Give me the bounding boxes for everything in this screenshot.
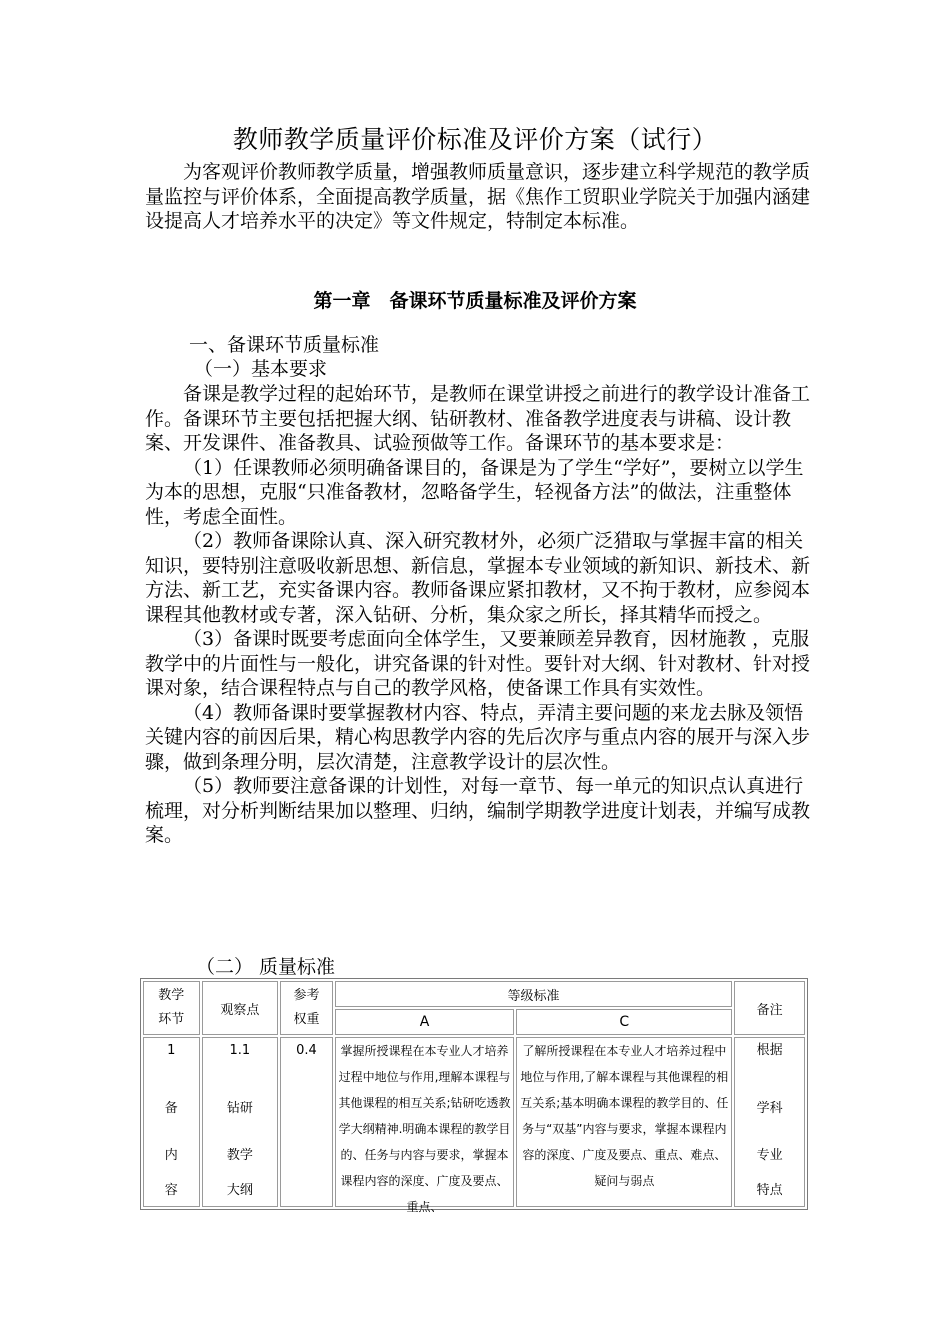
chapter-heading: 第一章 备课环节质量标准及评价方案 bbox=[313, 290, 637, 312]
row1-weight: 0.4 bbox=[280, 1037, 332, 1207]
header-observation-point: 观察点 bbox=[202, 981, 279, 1035]
header-grade-standard: 等级标准 bbox=[335, 981, 733, 1007]
requirement-3: （3）备课时既要考虑面向全体学生，又要兼顾差异教育，因材施教 ，克服教学中的片面性与一般化，讲究备课的针对性。要针对大纲、针对教材、针对授课对象，结合课程特点与自己的教学风格，使备课工作具有实效性。 bbox=[145, 628, 811, 699]
subsection-basic-heading: （一）基本要求 bbox=[194, 358, 328, 380]
header-note: 备注 bbox=[734, 981, 805, 1035]
requirement-2: （2）教师备课除认真、深入研究教材外，必须广泛猎取与掌握丰富的相关知识，要特别注意吸收新思想、新信息，掌握本专业领域的新知识、新技术、新方法、新工艺，充实备课内容。教师备课应紧扣教材，又不拘于教材，应参阅本课程其他教材或专著，深入钻研、分析，集众家之所长，择其精华而授之。 bbox=[145, 530, 811, 626]
requirements-body bbox=[145, 382, 815, 848]
requirement-1: （1）任课教师必须明确备课目的，备课是为了学生“学好”，要树立以学生为本的思想，克服“只准备教材，忽略备学生，轻视备方法”的做法，注重整体性，考虑全面性。 bbox=[145, 456, 804, 528]
header-section: 教学 环节 bbox=[143, 981, 200, 1035]
section-heading: 一、备课环节质量标准 bbox=[189, 334, 380, 356]
row1-observation-point: 1.1 钻研 教学 大纲 bbox=[202, 1037, 279, 1207]
row1-note: 根据 学科 专业 特点 bbox=[734, 1037, 805, 1207]
row1-grade-c: 了解所授课程在本专业人才培养过程中地位与作用,了解本课程与其他课程的相互关系;基本明确本课程的教学目的、任务与“双基”内容与要求，掌握本课程内容的深度、广度及要点、重点、难点、疑问与弱点 bbox=[516, 1037, 732, 1207]
subsection-quality-heading: （二） 质量标准 bbox=[196, 956, 336, 978]
header-grade-a: A bbox=[335, 1009, 515, 1035]
quality-standard-table bbox=[140, 978, 808, 1214]
intro-text: 为客观评价教师教学质量，增强教师质量意识，逐步建立科学规范的教学质量监控与评价体系，全面提高教学质量，据《焦作工贸职业学院关于加强内涵建设提高人才培养水平的决定》等文件规定，特制定本标准。 bbox=[145, 161, 811, 232]
row1-grade-a: 掌握所授课程在本专业人才培养过程中地位与作用,理解本课程与其他课程的相互关系;钻研吃透教学大纲精神.明确本课程的教学目的、任务与内容与要求，掌握本课程内容的深度、广度及要点、重点、 bbox=[335, 1037, 515, 1207]
row1-section: 1 备 内 容 bbox=[143, 1037, 200, 1207]
header-weight: 参考 权重 bbox=[280, 981, 332, 1035]
document-title: 教师教学质量评价标准及评价方案（试行） bbox=[232, 125, 718, 154]
header-grade-c: C bbox=[516, 1009, 732, 1035]
requirement-5: （5）教师要注意备课的计划性，对每一章节、每一单元的知识点认真进行梳理，对分析判断结果加以整理、归纳，编制学期教学进度计划表，并编写成教案。 bbox=[145, 775, 811, 846]
basic-paragraph: 备课是教学过程的起始环节，是教师在课堂讲授之前进行的教学设计准备工作。备课环节主要包括把握大纲、钻研教材、准备教学进度表与讲稿、设计教案、开发课件、准备教具、试验预做等工作。备课环节的基本要求是： bbox=[145, 383, 811, 454]
intro-paragraph bbox=[145, 160, 815, 234]
requirement-4: （4）教师备课时要掌握教材内容、特点，弄清主要问题的来龙去脉及领悟关键内容的前因后果，精心构思教学内容的先后次序与重点内容的展开与深入步骤，做到条理分明，层次清楚，注意教学设计的层次性。 bbox=[145, 701, 811, 773]
